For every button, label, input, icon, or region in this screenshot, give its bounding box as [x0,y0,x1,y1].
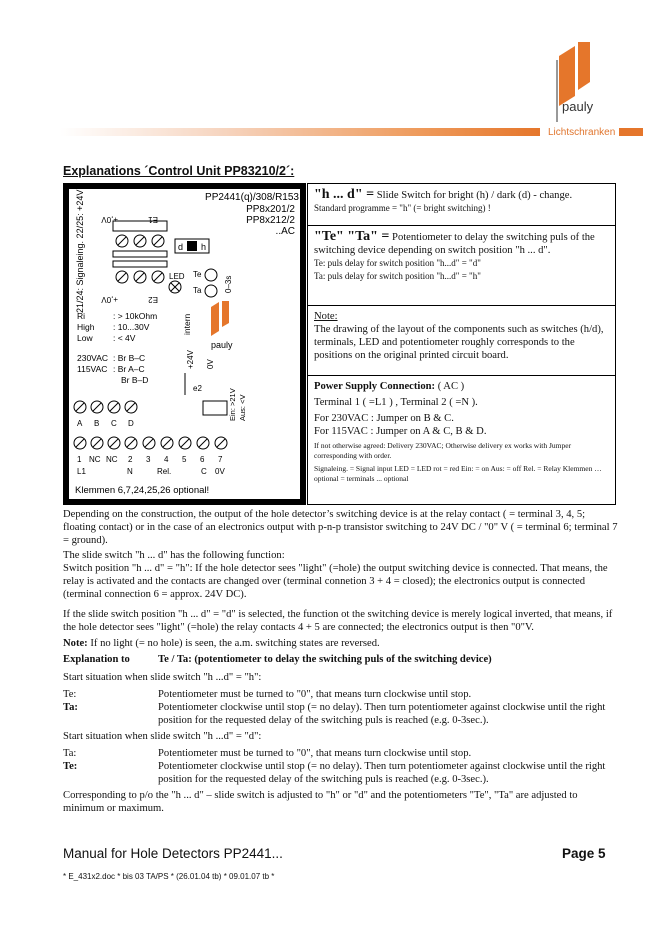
potentiometer-cell [308,226,615,306]
terminal-label: 5 [182,455,187,464]
pcb-top-pins: +,0V [101,215,118,224]
power-head: Power Supply Connection: [314,381,436,392]
header-bar-tail [619,128,643,136]
note-text: The drawing of the layout of the components such as switches (h/d), terminals, LED and potentiometer roughly corresponds to the positions on the original printed circuit board. [314,324,604,361]
pot-ta: Ta: puls delay for switch position "h...d" = "h" [314,271,481,281]
jumper-label: C [111,419,117,428]
supply-key: 115VAC [77,364,108,374]
note-cell [308,306,615,376]
klemmen-label: Klemmen 6,7,24,25,26 optional! [75,485,210,496]
supply-key: 230VAC [77,353,109,363]
jumper-label: B [94,419,100,428]
brand-logo [545,42,615,136]
jumper-label: A [77,419,83,428]
pcb-mid-pins: E2 [148,295,158,304]
slide-line2: Standard programme = "h" (= bright switching) ! [314,203,491,213]
ein-label: Ein: >21V [228,388,237,421]
power-small1: If not otherwise agreed: Delivery 230VAC; Otherwise delivery ex works with Jumper corresponding with order. [314,441,572,460]
spec-key: Ri [77,311,86,321]
header-gradient-bar [60,128,540,136]
supply-val: Br B–D [121,375,149,385]
pcb-side-label: 21/24: Signaleing. 22/25: +24VDC 23/26: 0V [75,183,85,313]
terminal-label: NC [106,455,118,464]
pot-text: Potentiometer to delay the switching puls of the switching device depending on switch position "h ... d". [314,232,595,256]
transistor-label: 0V [206,359,215,369]
terminal-label: 1 [77,455,82,464]
switch-d: d [178,242,184,252]
pot-te: Te: puls delay for switch position "h...d" = "d" [314,258,481,268]
note-row [63,637,618,650]
bottom-label: L1 [77,467,86,476]
transistor-label: +24V [186,350,195,369]
body-paragraph: Depending on the construction, the output of the hole detector’s switching device is at the relay contact ( = terminal 3, 4, 5; floating contact) or in the case of an electronics output with p-n-p transistor switching to 24V DC / "0" V ( = terminal 6; terminal 7 = ground). [63,509,618,547]
note-label: Note: [63,638,88,649]
aus-label: Aus: <V [238,394,247,421]
jumper-label: D [128,419,134,428]
pcb-variant: PP8x201/2 [246,204,295,215]
slide-text: Slide Switch for bright (h) / dark (d) - change. [376,190,573,201]
body-paragraph: Switch position "h ... d" = "h": If the hole detector sees "light" (=hole) the output switching device is connected. That means, the relay is activated and the contacts are changed over (terminal connetion 3 + 4 = closed); the electronics output is connected (terminal connection 6 = approx. 24V DC). [63,563,608,601]
supply-val: : Br B–C [113,353,146,363]
explanation-label: Explanation to [63,654,130,665]
bottom-label: Rel. [157,467,172,476]
power-head-tail: ( AC ) [437,381,465,392]
pot-range: 0–3s [224,275,233,293]
footer-title: Manual for Hole Detectors PP2441... [63,846,283,861]
spec-val: : > 10kOhm [113,311,158,321]
slide-head: "h ... d" = [314,187,375,202]
power-cell [308,376,615,504]
terminal-label: NC [89,455,101,464]
terminal-label: 3 [146,455,151,464]
body-paragraph: The slide switch "h ... d" has the following function: [63,550,285,561]
spec-val: : 10...30V [113,322,150,332]
pot-te-label: Te [193,270,202,279]
pot-ta-label: Ta [193,286,202,295]
spec-key: High [77,322,95,332]
page-number: Page 5 [562,846,606,861]
terminal-label: 7 [218,455,223,464]
pcb-top-pins: E1 [148,215,158,224]
terminal-label: 2 [128,455,133,464]
transistor-label: e2 [193,384,202,393]
brand-subtitle: Lichtschranken [548,127,616,138]
slide-switch-cell [308,184,615,226]
brand-name: pauly [562,99,594,114]
bottom-label: C [201,467,207,476]
pcb-mid-pins: +,0V [101,295,118,304]
svg-text:pauly: pauly [211,340,233,350]
terminal-label: 6 [200,455,205,464]
supply-val: : Br A–C [113,364,145,374]
bottom-label: N [127,467,133,476]
terminal-label: 4 [164,455,169,464]
pcb-layout-diagram [63,183,306,505]
intern-label: intern [182,313,192,335]
spec-val: : < 4V [113,333,136,343]
start-d: Start situation when slide switch "h ...d" = "d": [63,731,262,742]
pcb-model: PP2441(q)/308/R153 [205,192,299,203]
bottom-label: 0V [215,467,225,476]
pcb-variant: ..AC [275,226,295,237]
note-text: If no light (= no hole) is seen, the a.m. switching states are reversed. [90,638,380,649]
explanation-text: Te / Ta: (potentiometer to delay the switching puls of the switching device) [158,654,492,665]
power-terminals: Terminal 1 ( =L1 ) , Terminal 2 ( =N ). [314,397,478,408]
start-h: Start situation when slide switch "h ...d" = "h": [63,672,262,683]
spec-key: Low [77,333,93,343]
power-115: For 115VAC : Jumper on A & C, B & D. [314,426,487,437]
page-title: Explanations ´Control Unit PP83210/2´: [63,164,295,178]
pcb-variant: PP8x212/2 [246,215,295,226]
footer-note: * E_431x2.doc * bis 03 TA/PS * (26.01.04 tb) * 09.01.07 tb * [63,872,275,881]
body-paragraph: If the slide switch position "h ... d" = "d" is selected, the function ot the switching device is merely logical inverted, that means, if the hole detector sees "light" (=hole) the relay contacts 4 + 5 are connected; the electronics output is then "0"V. [63,609,613,634]
note-head: Note: [314,311,338,322]
power-small2: Signaleing. = Signal input LED = LED rot = red Ein: = on Aus: = off Rel. = Relay Klemmen … optional = terminals ... optional [314,464,602,483]
power-230: For 230VAC : Jumper on B & C. [314,413,454,424]
info-table [307,183,616,505]
led-label: LED [169,272,185,281]
switch-h: h [201,242,207,252]
body-paragraph: Corresponding to p/o the "h ... d" – slide switch is adjusted to "h" or "d" and the potentiometers "Te", "Ta" are adjusted to minimum or maximum. [63,790,578,815]
pot-head: "Te" "Ta" = [314,229,390,244]
